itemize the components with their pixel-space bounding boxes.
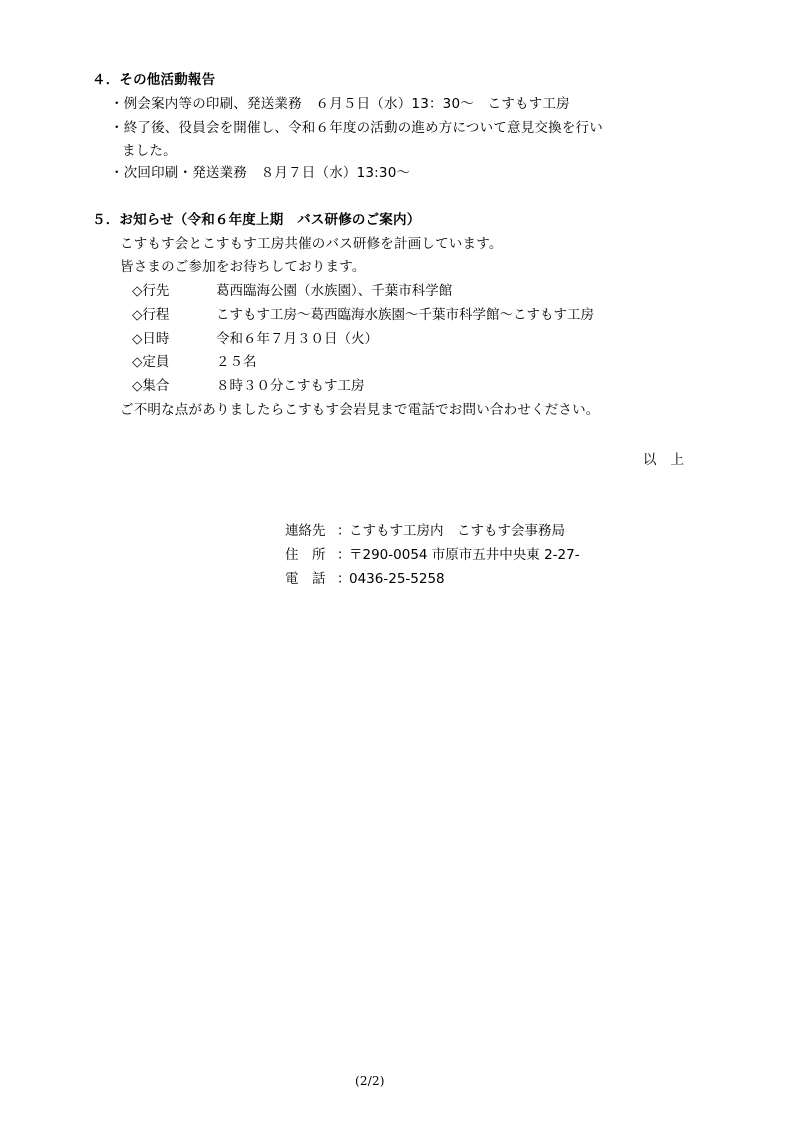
section-4-bullet-meeting-continued: ました。 [122,143,177,159]
section-4-bullet-meeting: ・終了後、役員会を開催し、令和６年度の活動の進め方について意見交換を行い [110,120,603,136]
address-label: 住 所 [285,547,326,563]
contact-label: 連絡先 [285,523,326,539]
section-4-bullet-printing: ・例会案内等の印刷、発送業務 ６月５日（水）13：30～ こすもす工房 [110,96,570,112]
detail-value: ８時３０分こすもす工房 [216,378,365,394]
detail-value: 葛西臨海公園（水族園）、千葉市科学館 [216,283,453,299]
section-5-heading: ５．お知らせ（令和６年度上期 バス研修のご案内） [92,212,421,228]
closing-mark: 以上 [643,452,698,468]
detail-value: ２５名 [216,354,257,370]
section-4-bullet-next-printing: ・次回印刷・発送業務 ８月７日（水）13:30～ [110,165,411,181]
detail-label: ◇定員 [132,354,170,370]
section-5-intro-line-1: こすもす会とこすもす工房共催のバス研修を計画しています。 [120,236,503,252]
detail-label: ◇行先 [132,283,170,299]
detail-label: ◇日時 [132,331,170,347]
detail-value: こすもす工房～葛西臨海水族園～千葉市科学館～こすもす工房 [216,307,594,323]
detail-label: ◇行程 [132,307,170,323]
phone-value: 0436-25-5258 [349,571,445,587]
phone-separator: ： [337,571,351,587]
phone-label: 電 話 [285,571,326,587]
section-5-intro-line-2: 皆さまのご参加をお待ちしております。 [120,259,366,275]
section-4-heading: ４．その他活動報告 [92,72,216,88]
address-separator: ： [337,547,351,563]
contact-separator: ： [337,523,351,539]
section-5-inquiry-note: ご不明な点がありましたらこすもす会岩見まで電話でお問い合わせください。 [120,402,600,418]
address-value: 〒290-0054 市原市五井中央東 2-27- [349,547,580,563]
detail-value: 令和６年７月３０日（火） [216,331,378,347]
detail-label: ◇集合 [132,378,170,394]
contact-value: こすもす工房内 こすもす会事務局 [349,523,565,539]
page-number: (2/2) [355,1074,385,1088]
